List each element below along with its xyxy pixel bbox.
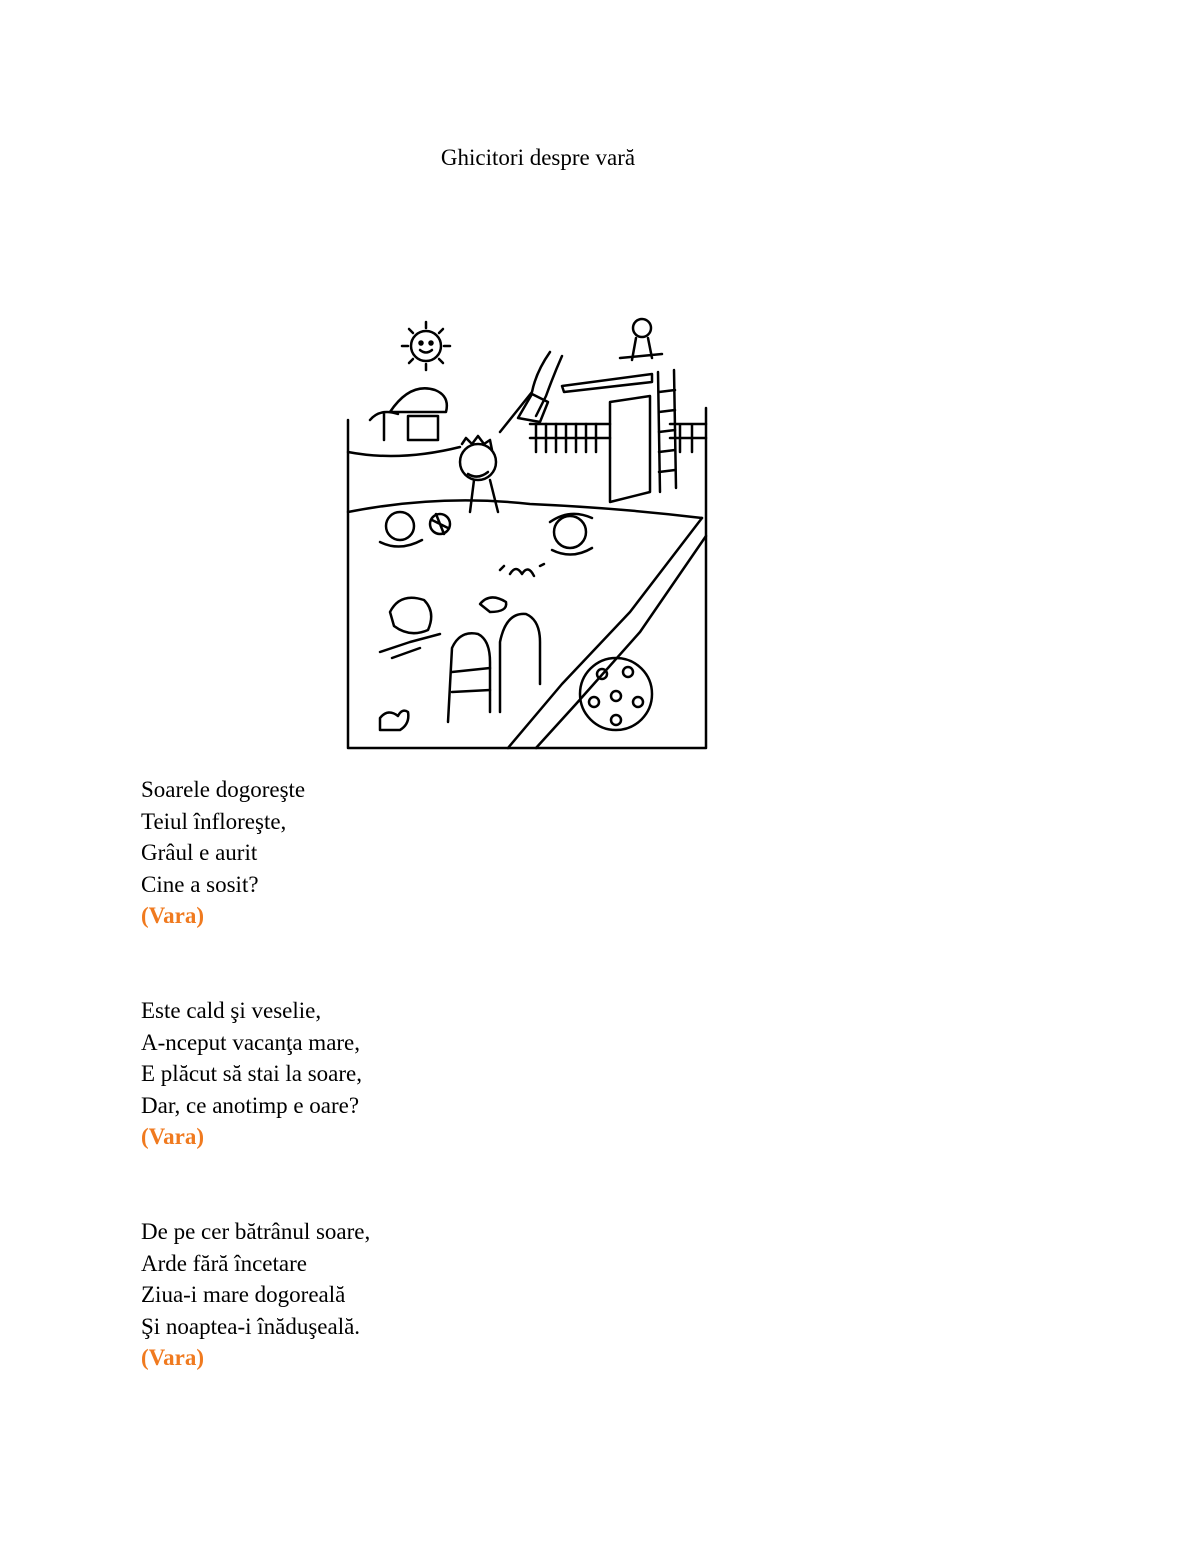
riddle-2 (141, 995, 362, 1153)
riddle-1 (141, 774, 305, 932)
riddle-line: Dar, ce anotimp e oare? (141, 1092, 360, 1118)
riddle-line: Teiul înfloreşte, (141, 808, 287, 834)
page-title: Ghicitori despre vară (440, 145, 636, 170)
riddle-3 (141, 1216, 370, 1374)
riddle-line: Cine a sosit? (141, 871, 259, 897)
pool-scene-illustration (340, 312, 712, 754)
sun-icon (402, 322, 450, 370)
riddle-line: E plăcut să stai la soare, (141, 1061, 362, 1086)
riddle-line: Grâul e aurit (141, 840, 258, 865)
riddle-answer: (Vara) (141, 1124, 205, 1149)
riddle-line: Este cald şi veselie, (141, 998, 322, 1023)
riddle-answer: (Vara) (141, 1345, 205, 1370)
riddle-line: Şi noaptea-i înăduşeală. (141, 1313, 361, 1339)
riddle-line: Soarele dogoreşte (141, 777, 306, 802)
riddle-line: De pe cer bătrânul soare, (141, 1219, 371, 1244)
riddle-line: Arde fără încetare (141, 1250, 307, 1276)
riddle-answer: (Vara) (141, 903, 205, 928)
riddle-line: Ziua-i mare dogoreală (141, 1282, 346, 1307)
riddle-line: A-nceput vacanţa mare, (141, 1029, 361, 1055)
